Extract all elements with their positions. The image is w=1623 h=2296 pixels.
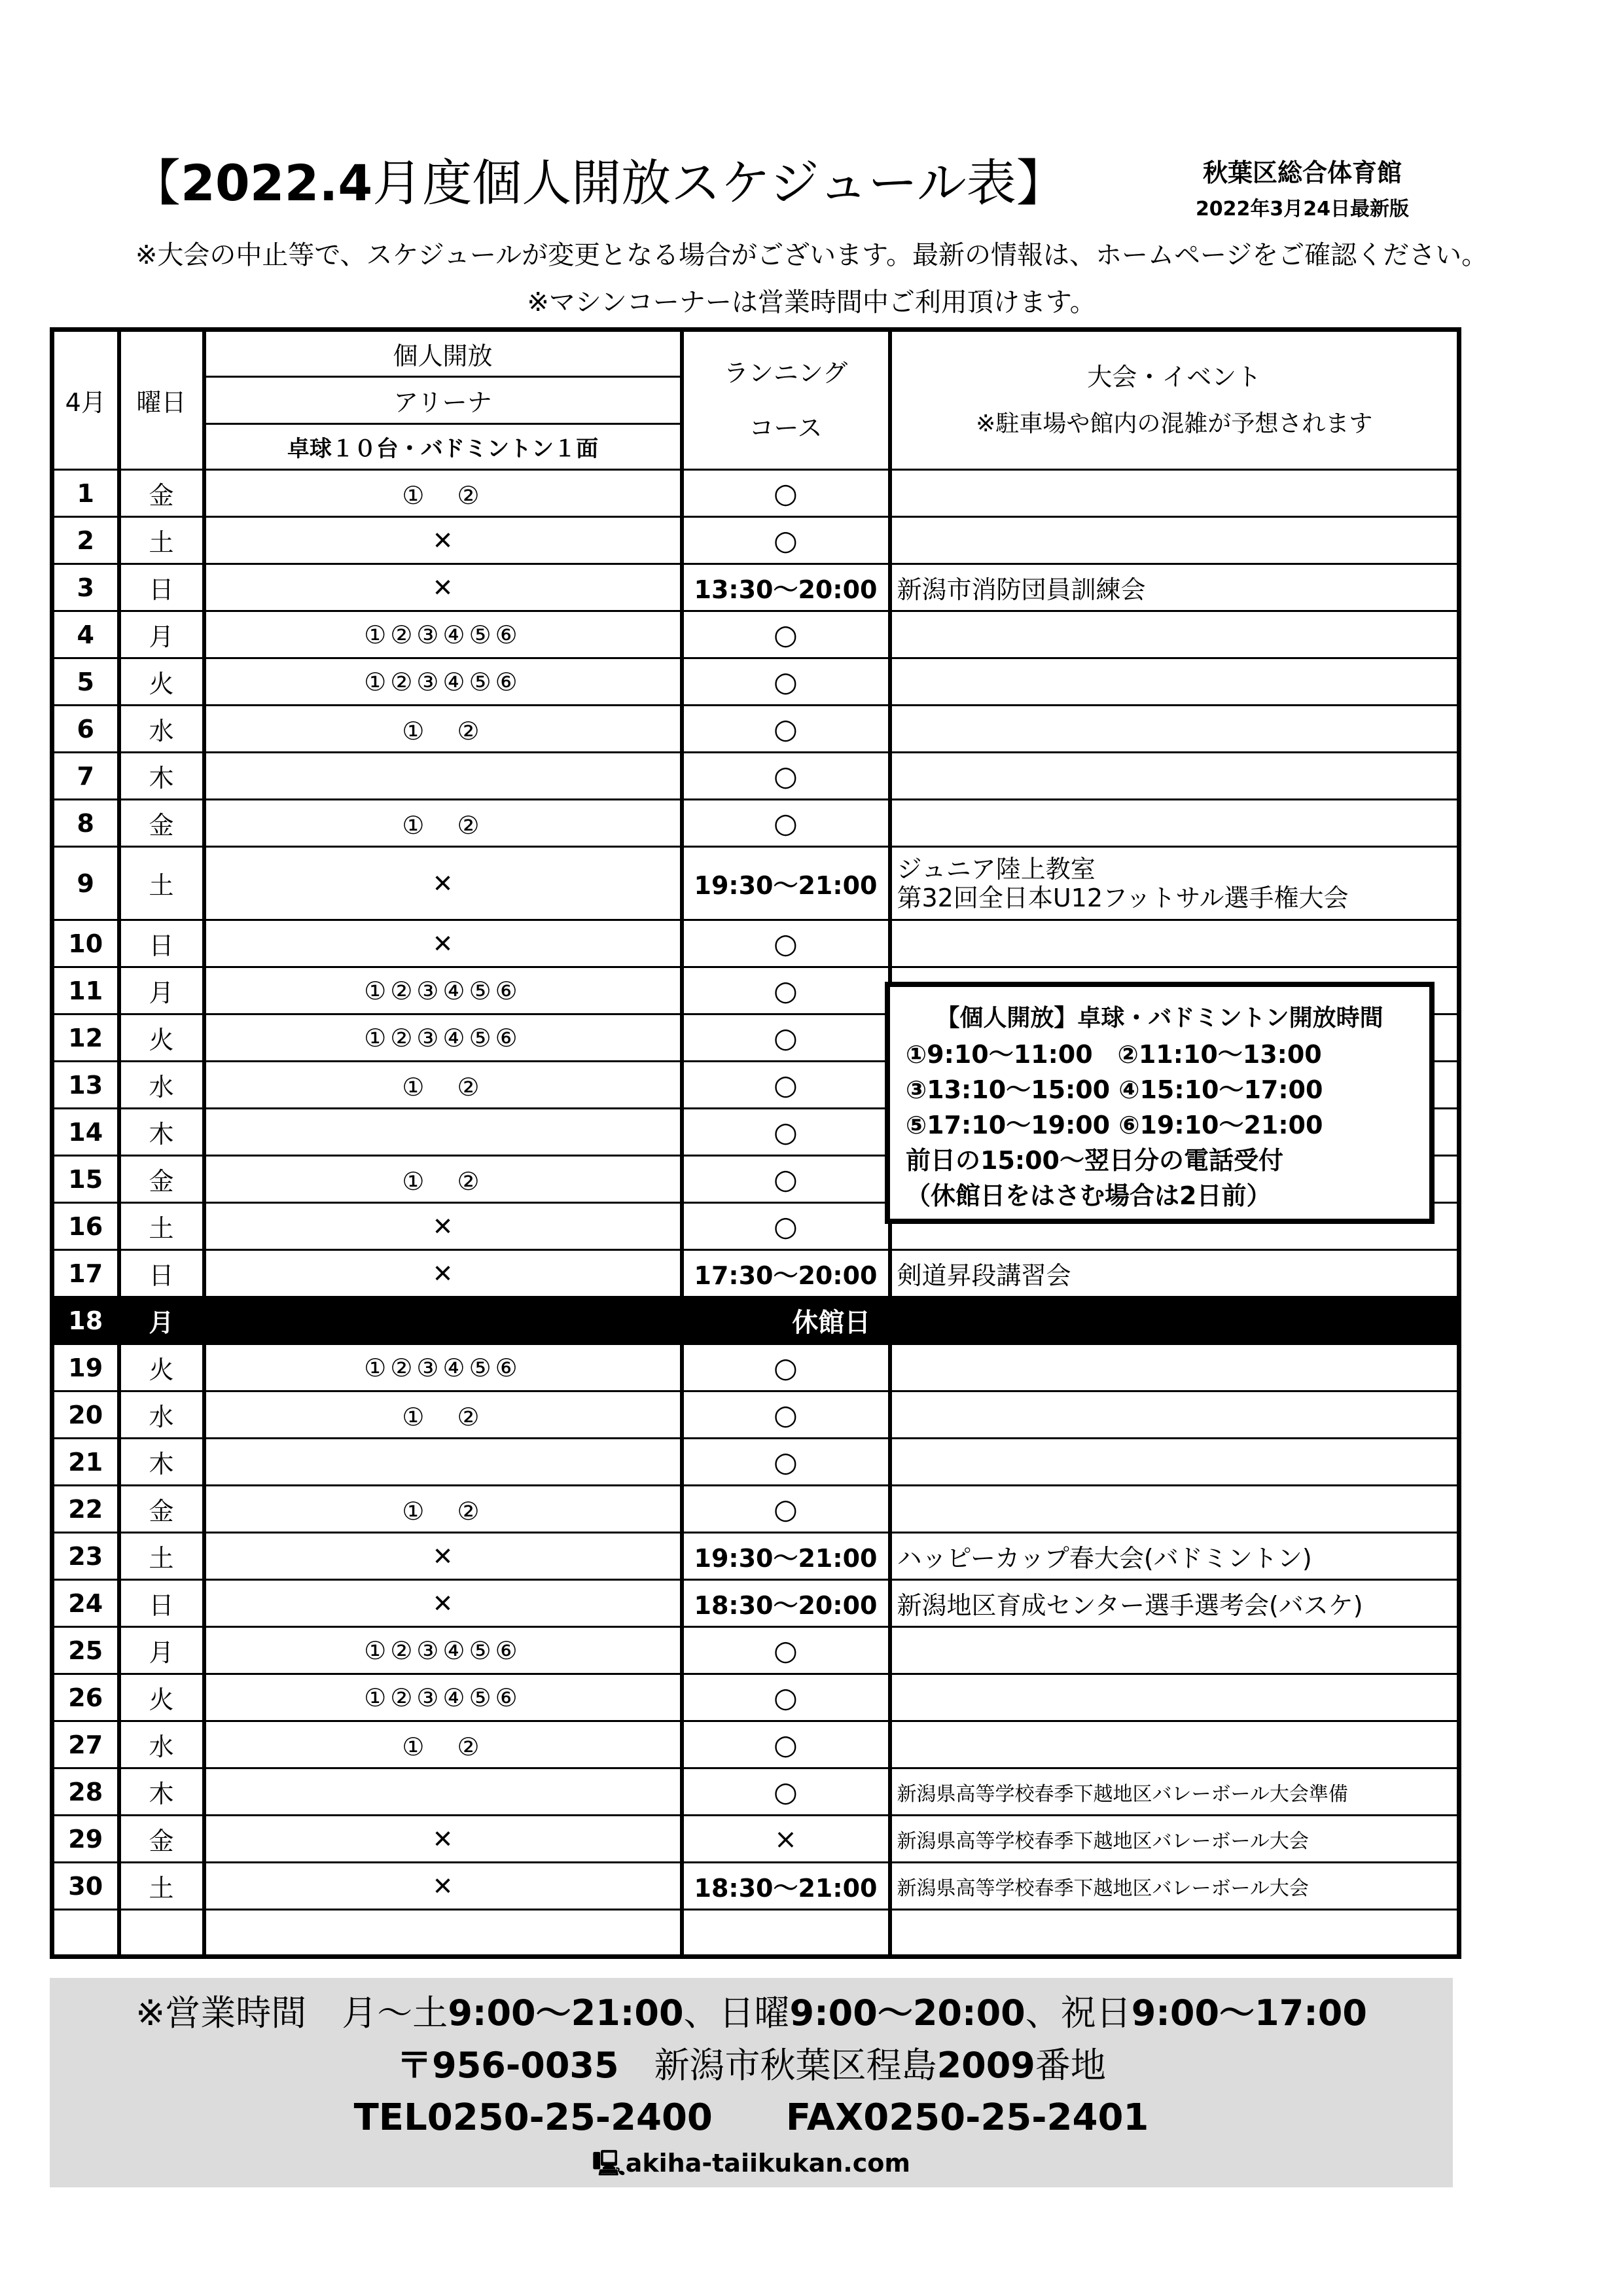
row-running: ○ (682, 1109, 890, 1156)
row-day: 11 (52, 967, 119, 1014)
row-weekday: 木 (119, 1109, 204, 1156)
row-arena-slots: ①②③④⑤⑥ (204, 1014, 682, 1062)
row-weekday: 月 (119, 611, 204, 658)
row-weekday: 火 (119, 1674, 204, 1721)
row-weekday: 月 (119, 1297, 204, 1344)
row-weekday: 土 (119, 1203, 204, 1250)
row-running: 18:30～21:00 (682, 1863, 890, 1910)
row-running: ○ (682, 920, 890, 967)
row-running: ○ (682, 517, 890, 564)
row-arena-slots: ✕ (204, 1533, 682, 1580)
row-weekday: 水 (119, 1721, 204, 1768)
row-day: 21 (52, 1439, 119, 1486)
row-arena-slots: ① ② (204, 470, 682, 517)
header-weekday: 曜日 (119, 330, 204, 470)
row-arena-slots: ①②③④⑤⑥ (204, 611, 682, 658)
row-weekday: 木 (119, 1439, 204, 1486)
row-weekday: 土 (119, 1533, 204, 1580)
row-arena-slots: ✕ (204, 847, 682, 920)
row-running: ○ (682, 658, 890, 706)
row-event: 新潟県高等学校春季下越地区バレーボール大会 (890, 1816, 1459, 1863)
info-box-holiday-note: （休館日をはさむ場合は2日前） (906, 1181, 1272, 1210)
computer-icon: 🖳 (592, 2149, 626, 2178)
notice-machine-corner: ※マシンコーナーは営業時間中ご利用頂けます。 (527, 287, 1096, 317)
row-event-line: ジュニア陸上教室 (897, 854, 1096, 884)
row-event (890, 847, 1459, 920)
open-hours-info-box (885, 982, 1435, 1224)
header-open-group: 個人開放 (204, 330, 682, 377)
row-weekday: 月 (119, 967, 204, 1014)
row-day: 13 (52, 1062, 119, 1109)
info-box-slots-3-4: ③13:10～15:00 ④15:10～17:00 (906, 1075, 1323, 1104)
row-event (890, 920, 1459, 967)
row-event (890, 1344, 1459, 1391)
row-event (890, 517, 1459, 564)
row-arena-slots: ① ② (204, 1721, 682, 1768)
schedule-row (52, 920, 1459, 967)
row-event (890, 658, 1459, 706)
row-event (890, 1439, 1459, 1486)
row-running: 19:30～21:00 (682, 1533, 890, 1580)
row-day: 30 (52, 1863, 119, 1910)
header-arena: アリーナ (204, 377, 682, 424)
header-month: 4月 (52, 330, 119, 470)
row-event: ハッピーカップ春大会(バドミントン) (890, 1533, 1459, 1580)
row-running: ○ (682, 1674, 890, 1721)
schedule-row (52, 564, 1459, 611)
row-weekday: 木 (119, 753, 204, 800)
row-day: 12 (52, 1014, 119, 1062)
row-arena-slots: ✕ (204, 920, 682, 967)
row-weekday: 水 (119, 706, 204, 753)
fax-number: FAX0250-25-2401 (785, 2096, 1149, 2139)
row-running: ○ (682, 967, 890, 1014)
row-running: ○ (682, 1391, 890, 1439)
row-arena-slots: ①②③④⑤⑥ (204, 967, 682, 1014)
row-day: 8 (52, 800, 119, 847)
row-day: 10 (52, 920, 119, 967)
row-arena-slots: ①②③④⑤⑥ (204, 1674, 682, 1721)
row-day: 16 (52, 1203, 119, 1250)
row-day: 1 (52, 470, 119, 517)
row-weekday: 土 (119, 517, 204, 564)
row-weekday: 火 (119, 658, 204, 706)
schedule-row (52, 1391, 1459, 1439)
schedule-row (52, 706, 1459, 753)
schedule-row (52, 1721, 1459, 1768)
row-arena-slots: ✕ (204, 517, 682, 564)
header-running-course: ランニング コース (682, 330, 890, 470)
schedule-row (52, 517, 1459, 564)
schedule-row (52, 847, 1459, 920)
row-day: 18 (52, 1297, 119, 1344)
row-arena-slots: ① ② (204, 1486, 682, 1533)
row-event (890, 1627, 1459, 1674)
schedule-row (52, 1297, 1459, 1344)
row-weekday: 金 (119, 1816, 204, 1863)
row-event (890, 706, 1459, 753)
row-event: 新潟市消防団員訓練会 (890, 564, 1459, 611)
row-arena-slots: ✕ (204, 1250, 682, 1297)
row-day: 19 (52, 1344, 119, 1391)
row-arena-slots: ① ② (204, 1391, 682, 1439)
row-weekday: 水 (119, 1391, 204, 1439)
row-day: 17 (52, 1250, 119, 1297)
row-arena-slots: ①②③④⑤⑥ (204, 1627, 682, 1674)
row-arena-slots: ✕ (204, 1203, 682, 1250)
row-weekday (119, 1910, 204, 1957)
row-weekday: 金 (119, 470, 204, 517)
row-event: 新潟地区育成センター選手選考会(バスケ) (890, 1580, 1459, 1627)
row-day: 25 (52, 1627, 119, 1674)
row-running: 17:30～20:00 (682, 1250, 890, 1297)
row-day: 3 (52, 564, 119, 611)
row-day: 26 (52, 1674, 119, 1721)
schedule-row (52, 470, 1459, 517)
page-title: 【2022.4月度個人開放スケジュール表】 (131, 154, 1066, 212)
schedule-row (52, 753, 1459, 800)
row-running: ○ (682, 1156, 890, 1203)
address: 〒956-0035 新潟市秋葉区程島2009番地 (397, 2045, 1106, 2086)
schedule-row (52, 800, 1459, 847)
row-running: ○ (682, 1627, 890, 1674)
row-day: 24 (52, 1580, 119, 1627)
row-weekday: 日 (119, 564, 204, 611)
row-weekday: 日 (119, 920, 204, 967)
contact-numbers (50, 2092, 1453, 2144)
row-running: ○ (682, 611, 890, 658)
info-box-phone-reservation: 前日の15:00～翌日分の電話受付 (906, 1146, 1283, 1175)
row-weekday: 日 (119, 1250, 204, 1297)
header-event: 大会・イベント ※駐車場や館内の混雑が予想されます (890, 330, 1459, 470)
row-arena-slots: ✕ (204, 1580, 682, 1627)
row-day: 27 (52, 1721, 119, 1768)
row-event (890, 753, 1459, 800)
info-box-slots-1-2: ①9:10～11:00 ②11:10～13:00 (906, 1040, 1322, 1069)
row-event: 新潟県高等学校春季下越地区バレーボール大会 (890, 1863, 1459, 1910)
row-weekday: 金 (119, 1486, 204, 1533)
row-weekday: 金 (119, 800, 204, 847)
schedule-row (52, 1674, 1459, 1721)
row-event: 剣道昇段講習会 (890, 1250, 1459, 1297)
row-arena-slots: ✕ (204, 1816, 682, 1863)
row-running: ○ (682, 753, 890, 800)
row-event-line: 第32回全日本U12フットサル選手権大会 (897, 883, 1349, 912)
notice-schedule-change: ※大会の中止等で、スケジュールが変更となる場合がございます。最新の情報は、ホームページをご確認ください。 (135, 240, 1488, 270)
row-arena-slots (204, 753, 682, 800)
row-day: 7 (52, 753, 119, 800)
row-weekday: 火 (119, 1344, 204, 1391)
info-box-slots-5-6: ⑤17:10～19:00 ⑥19:10～21:00 (906, 1111, 1323, 1139)
row-day: 28 (52, 1768, 119, 1816)
row-day: 29 (52, 1816, 119, 1863)
schedule-row (52, 1533, 1459, 1580)
row-arena-slots: ① ② (204, 800, 682, 847)
row-day: 9 (52, 847, 119, 920)
row-weekday: 水 (119, 1062, 204, 1109)
row-closed-label: 休館日 (204, 1297, 1459, 1344)
row-running: ○ (682, 1439, 890, 1486)
row-running: ○ (682, 1062, 890, 1109)
schedule-row (52, 1439, 1459, 1486)
updated-date: 2022年3月24日最新版 (1195, 198, 1410, 221)
row-running: 18:30～20:00 (682, 1580, 890, 1627)
schedule-row (52, 1768, 1459, 1816)
row-event (890, 470, 1459, 517)
row-arena-slots: ✕ (204, 564, 682, 611)
row-day: 6 (52, 706, 119, 753)
row-weekday: 金 (119, 1156, 204, 1203)
row-running: ○ (682, 470, 890, 517)
schedule-row (52, 658, 1459, 706)
tel-number: TEL0250-25-2400 (353, 2096, 713, 2139)
row-arena-slots (204, 1439, 682, 1486)
row-day: 14 (52, 1109, 119, 1156)
row-running: ○ (682, 706, 890, 753)
row-day: 15 (52, 1156, 119, 1203)
row-arena-slots (204, 1910, 682, 1957)
row-day: 5 (52, 658, 119, 706)
row-running: ○ (682, 1203, 890, 1250)
row-arena-slots: ① ② (204, 706, 682, 753)
website (50, 2144, 1453, 2182)
row-arena-slots: ①②③④⑤⑥ (204, 658, 682, 706)
row-event (890, 1391, 1459, 1439)
row-day (52, 1910, 119, 1957)
schedule-row (52, 1910, 1459, 1957)
row-event (890, 611, 1459, 658)
row-weekday: 木 (119, 1768, 204, 1816)
row-running: ○ (682, 1486, 890, 1533)
schedule-row (52, 1816, 1459, 1863)
row-running: 19:30～21:00 (682, 847, 890, 920)
schedule-row (52, 1250, 1459, 1297)
row-running: 13:30～20:00 (682, 564, 890, 611)
business-hours: ※営業時間 月～土9:00～21:00、日曜9:00～20:00、祝日9:00～17:00 (135, 1992, 1367, 2034)
schedule-row (52, 1344, 1459, 1391)
row-event (890, 1674, 1459, 1721)
row-event (890, 800, 1459, 847)
row-event (890, 1910, 1459, 1957)
row-weekday: 土 (119, 847, 204, 920)
row-running: ○ (682, 1721, 890, 1768)
row-running (682, 1910, 890, 1957)
row-event (890, 1721, 1459, 1768)
row-arena-slots: ✕ (204, 1863, 682, 1910)
row-weekday: 土 (119, 1863, 204, 1910)
row-weekday: 日 (119, 1580, 204, 1627)
schedule-row (52, 1863, 1459, 1910)
row-running: ○ (682, 1014, 890, 1062)
row-running: × (682, 1816, 890, 1863)
row-day: 2 (52, 517, 119, 564)
row-arena-slots: ① ② (204, 1062, 682, 1109)
row-running: ○ (682, 800, 890, 847)
schedule-row (52, 1627, 1459, 1674)
row-arena-slots: ①②③④⑤⑥ (204, 1344, 682, 1391)
row-day: 23 (52, 1533, 119, 1580)
organization-name: 秋葉区総合体育館 (1202, 158, 1402, 187)
row-running: ○ (682, 1344, 890, 1391)
row-day: 4 (52, 611, 119, 658)
row-weekday: 火 (119, 1014, 204, 1062)
row-weekday: 月 (119, 1627, 204, 1674)
row-day: 20 (52, 1391, 119, 1439)
row-event: 新潟県高等学校春季下越地区バレーボール大会準備 (890, 1768, 1459, 1816)
row-arena-slots (204, 1109, 682, 1156)
row-day: 22 (52, 1486, 119, 1533)
row-arena-slots: ① ② (204, 1156, 682, 1203)
info-box-title: 【個人開放】卓球・バドミントン開放時間 (936, 1005, 1383, 1031)
website-link[interactable]: akiha-taiikukan.com (625, 2149, 910, 2178)
header-arena-detail: 卓球１０台・バドミントン１面 (204, 424, 682, 470)
footer-info (50, 1978, 1453, 2187)
schedule-row (52, 1486, 1459, 1533)
row-running: ○ (682, 1768, 890, 1816)
schedule-row (52, 1580, 1459, 1627)
row-arena-slots (204, 1768, 682, 1816)
row-event (890, 1486, 1459, 1533)
schedule-row (52, 611, 1459, 658)
